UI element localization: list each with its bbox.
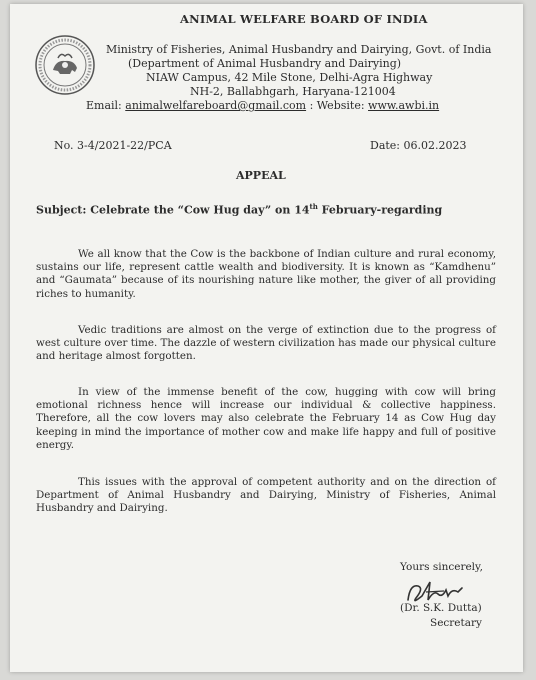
subject-line [36, 202, 442, 217]
address-line-1: NIAW Campus, 42 Mile Stone, Delhi-Agra Highway [146, 71, 433, 84]
paragraph-4 [36, 476, 496, 516]
subject-superscript: th [309, 202, 318, 211]
paragraph-3-text: In view of the immense benefit of the cow, hugging with cow will bring emotional richness hence will increase our individual & collective happiness. Therefore, all the cow lovers may also celebrate the February 14 as Cow Hug day keeping in mind the importance of mother cow and make life happy and full of positive energy. [36, 386, 496, 451]
org-name: ANIMAL WELFARE BOARD OF INDIA [180, 12, 428, 26]
subject-text-end: February-regarding [317, 203, 443, 217]
website-link[interactable]: www.awbi.in [368, 99, 440, 112]
paragraph-2 [36, 324, 496, 364]
signatory-name: (Dr. S.K. Dutta) [400, 602, 482, 614]
paragraph-1-text: We all know that the Cow is the backbone of Indian culture and rural economy, sustains our life, represent cattle wealth and biodiversity. It is known as “Kamdhenu” and “Gaumata” because of its nourishing nature like mother, the giver of all providing riches to humanity. [36, 248, 496, 300]
department-line: (Department of Animal Husbandry and Dairying) [128, 57, 402, 70]
letter-heading: APPEAL [236, 169, 286, 182]
closing: Yours sincerely, [400, 561, 483, 573]
email-label: Email: [86, 99, 126, 112]
signatory-title: Secretary [430, 617, 482, 629]
reference-number: No. 3-4/2021-22/PCA [54, 139, 172, 152]
paragraph-3 [36, 386, 496, 452]
email-link[interactable]: animalwelfareboard@gmail.com [125, 99, 307, 112]
paragraph-1 [36, 248, 496, 301]
contact-line [86, 99, 439, 113]
subject-text: Subject: Celebrate the “Cow Hug day” on 14 [36, 203, 310, 217]
website-label: : Website: [306, 99, 369, 112]
paragraph-2-text: Vedic traditions are almost on the verge of extinction due to the progress of west culture over time. The dazzle of western civilization has made our physical culture and heritage almost forgotten. [36, 324, 496, 363]
awbi-emblem-logo [34, 34, 96, 96]
address-line-2: NH-2, Ballabhgarh, Haryana-121004 [190, 85, 396, 98]
ministry-line: Ministry of Fisheries, Animal Husbandry and Dairying, Govt. of India [106, 43, 492, 56]
paragraph-4-text: This issues with the approval of competent authority and on the direction of Department of Animal Husbandry and Dairying, Ministry of Fisheries, Animal Husbandry and Dairying. [36, 476, 496, 515]
letter-date: Date: 06.02.2023 [370, 139, 467, 152]
letter-page [10, 4, 523, 672]
